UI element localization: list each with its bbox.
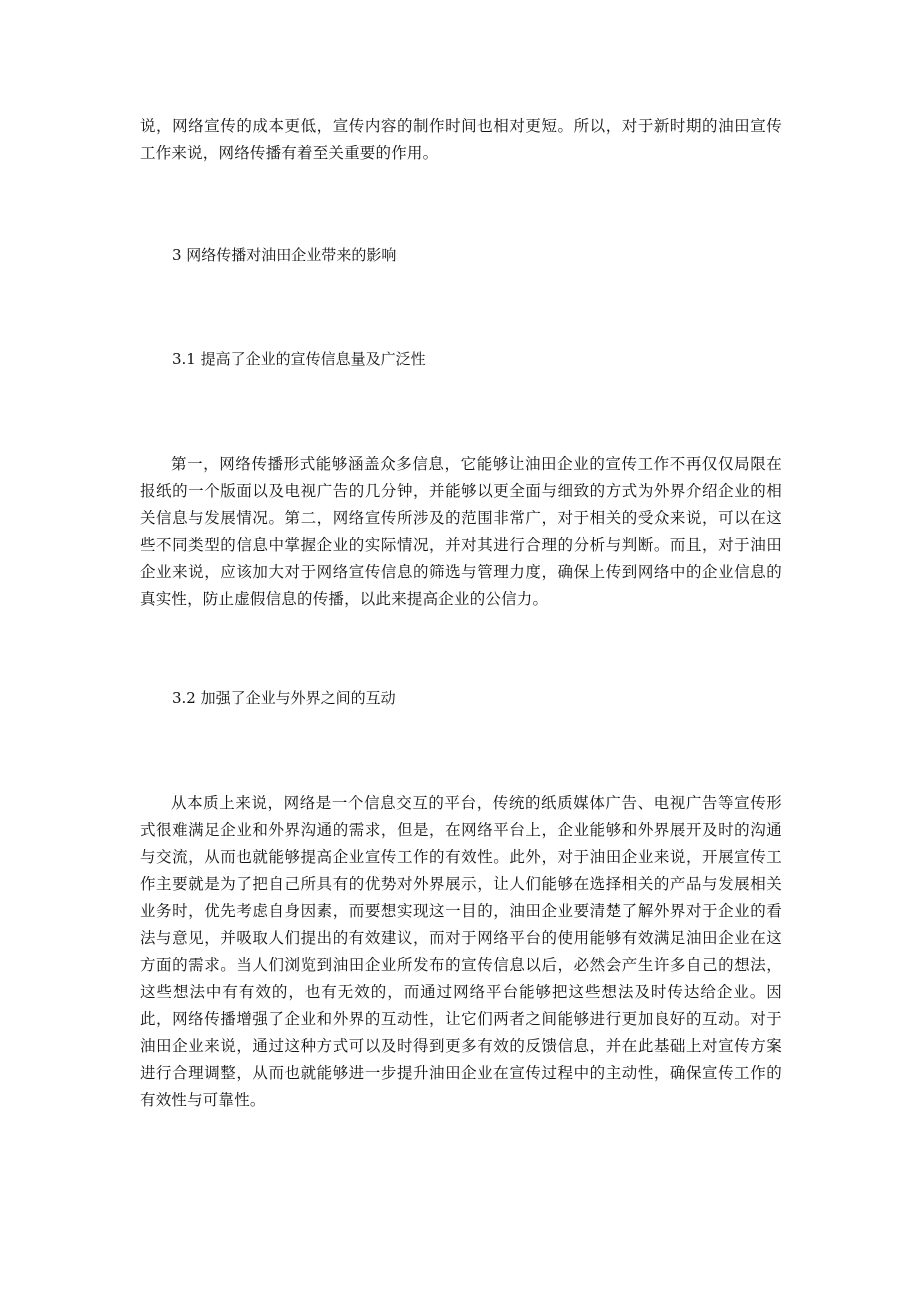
section-3-2-heading: 3.2 加强了企业与外界之间的互动 (172, 689, 396, 707)
intro-paragraph: 说，网络宣传的成本更低，宣传内容的制作时间也相对更短。所以，对于新时期的油田宣传工作来说，网络传播有着至关重要的作用。 (140, 117, 782, 162)
section-3-1-heading: 3.1 提高了企业的宣传信息量及广泛性 (172, 350, 426, 368)
section-3-2-paragraph: 从本质上来说，网络是一个信息交互的平台，传统的纸质媒体广告、电视广告等宣传形式很难满足企业和外界沟通的需求，但是，在网络平台上，企业能够和外界展开及时的沟通与交流，从而也就能够提高企业宣传工作的有效性。此外，对于油田企业来说，开展宣传工作主要就是为了把自己所具有的优势对外界展示，让人们能够在选择相关的产品与发展相关业务时，优先考虑自身因素，而要想实现这一目的，油田企业要清楚了解外界对于企业的看法与意见，并吸取人们提出的有效建议，而对于网络平台的使用能够有效满足油田企业在这方面的需求。当人们浏览到油田企业所发布的宣传信息以后，必然会产生许多自己的想法，这些想法中有有效的，也有无效的，而通过网络平台能够把这些想法及时传达给企业。因此，网络传播增强了企业和外界的互动性，让它们两者之间能够进行更加良好的互动。对于油田企业来说，通过这种方式可以及时得到更多有效的反馈信息，并在此基础上对宣传方案进行合理调整，从而也就能够进一步提升油田企业在宣传过程中的主动性，确保宣传工作的有效性与可靠性。 (140, 794, 782, 1109)
section-3-heading: 3 网络传播对油田企业带来的影响 (172, 246, 397, 264)
section-3-1-paragraph: 第一，网络传播形式能够涵盖众多信息，它能够让油田企业的宣传工作不再仅仅局限在报纸的一个版面以及电视广告的几分钟，并能够以更全面与细致的方式为外界介绍企业的相关信息与发展情况。第二，网络宣传所涉及的范围非常广，对于相关的受众来说，可以在这些不同类型的信息中掌握企业的实际情况，并对其进行合理的分析与判断。而且，对于油田企业来说，应该加大对于网络宣传信息的筛选与管理力度，确保上传到网络中的企业信息的真实性，防止虚假信息的传播，以此来提高企业的公信力。 (140, 455, 782, 608)
